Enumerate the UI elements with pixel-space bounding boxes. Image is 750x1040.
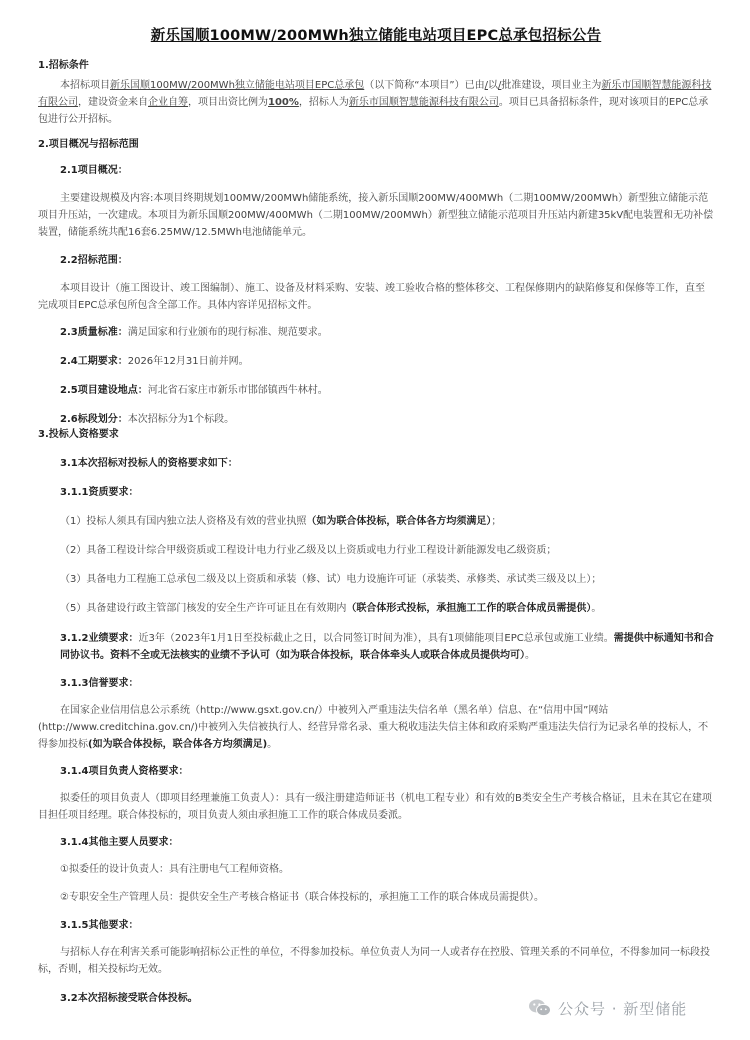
watermark bbox=[528, 995, 687, 1021]
text: ，建设资金来自 bbox=[78, 97, 148, 108]
performance-requirement bbox=[38, 630, 714, 664]
investment-ratio: 100% bbox=[268, 97, 299, 108]
subsection-heading-3-1-5: 3.1.5其他要求： bbox=[60, 920, 139, 931]
qualification-item-3: （3）具备电力工程施工总承包二级及以上资质和承装（修、试）电力设施许可证（承装类、承修类、承试类三级及以上）； bbox=[60, 574, 602, 585]
text: 本招标项目 bbox=[60, 80, 110, 91]
text: ，项目出资比例为 bbox=[188, 97, 268, 108]
text: 。 bbox=[525, 650, 535, 661]
text: 批准建设，项目业主为 bbox=[501, 80, 602, 91]
qualification-item-2: （2）具备工程设计综合甲级资质或工程设计电力行业乙级及以上资质或电力行业工程设计新能源发电乙级资质； bbox=[60, 545, 557, 556]
label: 3.1.2业绩要求： bbox=[60, 633, 139, 644]
approval-doc: / bbox=[498, 80, 502, 91]
notice-document bbox=[38, 24, 714, 1006]
other-requirements-paragraph: 与招标人存在利害关系可能影响招标公正性的单位，不得参加投标。单位负责人为同一人或者存在控股、管理关系的不同单位，不得参加同一标段投标，否则，相关投标均无效。 bbox=[38, 947, 710, 975]
qualification-item-1 bbox=[38, 514, 714, 529]
project-name: 新乐国顺100MW/200MWh独立储能电站项目EPC总承包 bbox=[110, 80, 365, 91]
subsection-heading-2-2: 2.2招标范围： bbox=[60, 255, 128, 266]
project-manager-paragraph: 拟委任的项目负责人（即项目经理兼施工负责人）：具有一级注册建造师证书（机电工程专业）和有效的B类安全生产考核合格证，且未在其它在建项目担任项目经理。联合体投标的，项目负责人须由承担施工工作的联合体成员委派。 bbox=[38, 793, 712, 821]
lot-division bbox=[38, 412, 714, 427]
label: 2.6标段划分： bbox=[60, 414, 128, 425]
text: 。 bbox=[591, 603, 602, 614]
qualification-item-5 bbox=[38, 601, 714, 616]
note: （联合体形式投标，承担施工工作的联合体成员需提供） bbox=[346, 603, 592, 614]
design-lead-requirement: ①拟委任的设计负责人：具有注册电气工程师资格。 bbox=[60, 864, 289, 875]
tender-conditions-paragraph bbox=[38, 77, 714, 128]
schedule-requirement bbox=[38, 354, 714, 369]
value: 河北省石家庄市新乐市邯邰镇西牛林村。 bbox=[147, 385, 328, 396]
section-heading-3: 3.投标人资格要求 bbox=[38, 429, 119, 440]
tender-scope-paragraph: 本项目设计（施工图设计、竣工图编制）、施工、设备及材料采购、安装、竣工验收合格的整体移交、工程保修期内的缺陷修复和保修等工作，直至完成项目EPC总承包所包含全部工作。具体内容详见招标文件。 bbox=[38, 283, 705, 311]
subsection-heading-2-1: 2.1项目概况： bbox=[60, 165, 128, 176]
value: 满足国家和行业颁布的现行标准、规范要求。 bbox=[127, 327, 328, 338]
label: 2.4工期要求： bbox=[60, 356, 128, 367]
subsection-heading-3-1-4-staff: 3.1.4其他主要人员要求： bbox=[60, 837, 179, 848]
safety-officer-requirement: ②专职安全生产管理人员：提供安全生产考核合格证书（联合体投标的，承担施工工作的联合体成员需提供）。 bbox=[60, 892, 544, 903]
subsection-heading-3-1: 3.1本次招标对投标人的资格要求如下： bbox=[60, 458, 238, 469]
construction-site bbox=[38, 383, 714, 398]
approver: / bbox=[484, 80, 488, 91]
note: (如为联合体投标，联合体各方均须满足) bbox=[88, 739, 268, 750]
value: 2026年12月31日前并网。 bbox=[127, 356, 249, 367]
subsection-heading-3-2: 3.2本次招标接受联合体投标。 bbox=[60, 993, 198, 1004]
note: （如为联合体投标，联合体各方均须满足） bbox=[306, 516, 492, 527]
text: （以下简称“本项目”）已由 bbox=[364, 80, 485, 91]
label: 2.3质量标准： bbox=[60, 327, 128, 338]
tenderer: 新乐市国顺智慧能源科技有限公司 bbox=[348, 97, 499, 108]
text: 在国家企业信用信息公示系统（http://www.gsxt.gov.cn/）中被列入严重违法失信名单（黑名单）信息、在“信用中国”网站(http://www.creditchina.gov.cn/)中被列入失信被执行人、经营异常名录、重大税收违法失信主体和政府采购严重违法失信行为记录名单的投标人，不得参加投标 bbox=[38, 705, 709, 750]
note: 需提供中标通知书和合同协议书。资料不全或无法核实的业绩不予认可（如为联合体投标，联合体牵头人或联合体成员提供均可） bbox=[60, 633, 714, 661]
page-title: 新乐国顺100MW/200MWh独立储能电站项目EPC总承包招标公告 bbox=[150, 28, 602, 44]
wechat-icon bbox=[528, 998, 552, 1018]
watermark-text: 公众号 · 新型储能 bbox=[558, 999, 688, 1018]
text: 。项目已具备招标条件，现对该项目的EPC总承包进行公开招标。 bbox=[38, 97, 709, 125]
text: ，招标人为 bbox=[298, 97, 349, 108]
quality-standard bbox=[38, 325, 714, 340]
subsection-heading-3-1-1: 3.1.1资质要求： bbox=[60, 487, 139, 498]
text: （1）投标人须具有国内独立法人资格及有效的营业执照 bbox=[60, 516, 307, 527]
value: 本次招标分为1个标段。 bbox=[127, 414, 235, 425]
text: 。 bbox=[267, 739, 278, 750]
project-overview-paragraph: 主要建设规模及内容:本项目终期规划100MW/200MWh储能系统，接入新乐国顺200MW/400MWh（二期100MW/200MWh）新型独立储能示范项目升压站，一次建成。本项目为新乐国顺200MW/400MWh（二期100MW/200MWh）新型独立储能示范项目升压站内新建35kV配电装置和无功补偿装置，储能系统共配16套6.25MW/12.5MWh电池储能单元。 bbox=[38, 193, 714, 238]
value: 近3年（2023年1月1日至投标截止之日，以合同签订时间为准），具有1项储能项目EPC总承包或施工业绩。 bbox=[138, 633, 614, 644]
text: 以 bbox=[488, 80, 498, 91]
fund-source: 企业自筹 bbox=[148, 97, 188, 108]
credit-requirement-paragraph bbox=[38, 702, 714, 753]
section-heading-2: 2.项目概况与招标范围 bbox=[38, 139, 139, 150]
subsection-heading-3-1-4-manager: 3.1.4项目负责人资格要求： bbox=[60, 766, 189, 777]
text: ； bbox=[491, 516, 502, 527]
label: 2.5项目建设地点： bbox=[60, 385, 148, 396]
project-owner: 新乐市国顺智慧能源科技有限公司 bbox=[38, 80, 712, 108]
subsection-heading-3-1-3: 3.1.3信誉要求： bbox=[60, 678, 139, 689]
text: （5）具备建设行政主管部门核发的安全生产许可证且在有效期内 bbox=[60, 603, 347, 614]
section-heading-1: 1.招标条件 bbox=[38, 60, 89, 71]
